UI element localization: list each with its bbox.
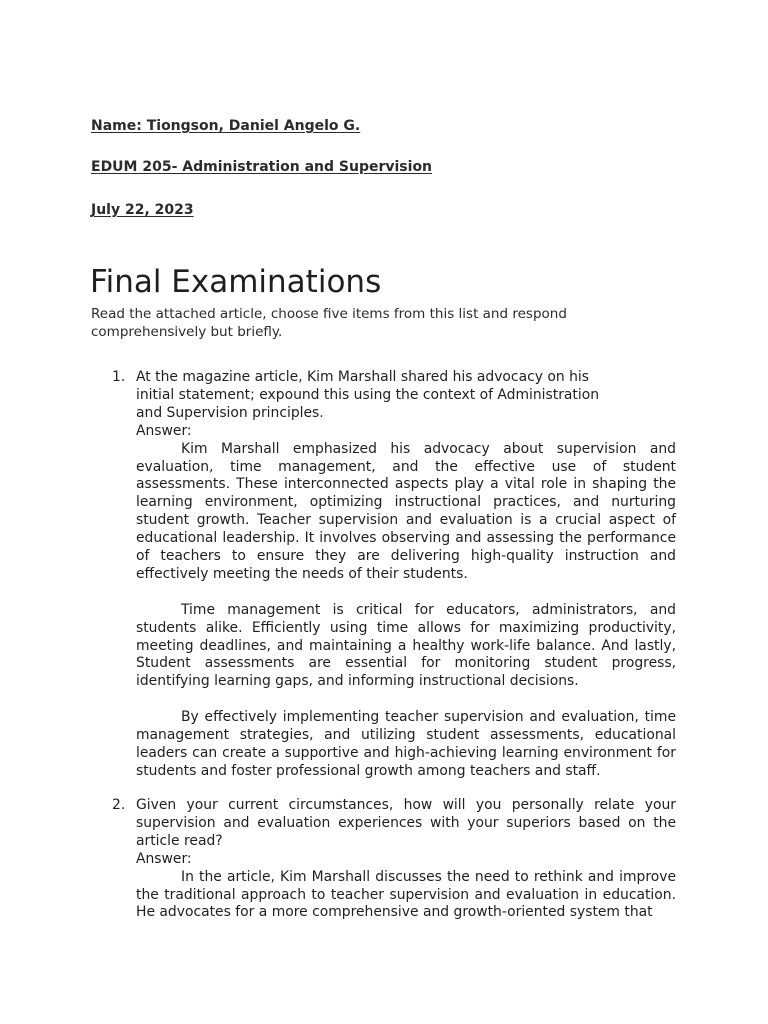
question-item-2 [112,797,676,922]
answer-label: Answer: [136,422,192,439]
question-text: Given your current circumstances, how will you personally relate your supervision and evaluation experiences with your superiors based on the article read? [136,797,676,849]
question-text: At the magazine article, Kim Marshall shared his advocacy on his initial statement; expound this using the context of Administration and Supervision principles. [136,369,600,421]
student-name: Name: Tiongson, Daniel Angelo G. [91,118,361,134]
answer-paragraph: Time management is critical for educators, administrators, and students alike. Efficiently using time allows for maximizing productivity, meeting deadlines, and maintaining a healthy work-life balance. And lastly, Student assessments are essential for monitoring student progress, identifying learning gaps, and informing instructional decisions. [136,601,676,690]
answer-label: Answer: [136,850,192,867]
course-title: EDUM 205- Administration and Supervision [91,159,433,175]
instructions: Read the attached article, choose five items from this list and respond comprehensively but briefly. [91,306,567,340]
answer-paragraph: Kim Marshall emphasized his advocacy about supervision and evaluation, time management, and the effective use of student assessments. These interconnected aspects play a vital role in shaping the learning environment, optimizing instructional practices, and nurturing student growth. Teacher supervision and evaluation is a crucial aspect of educational leadership. It involves observing and assessing the performance of teachers to ensure they are delivering high-quality instruction and effectively meeting the needs of their students. [136,440,676,582]
answer-paragraph: In the article, Kim Marshall discusses the need to rethink and improve the traditional approach to teacher supervision and evaluation in education. He advocates for a more comprehensive and growth-oriented system that [136,868,676,921]
page-title: Final Examinations [90,264,382,300]
question-item-1 [112,369,676,781]
document-date: July 22, 2023 [91,202,194,218]
question-number: 1. [112,369,126,385]
answer-paragraph: By effectively implementing teacher supervision and evaluation, time management strategies, and utilizing student assessments, educational leaders can create a supportive and high-achieving learning environment for students and foster professional growth among teachers and staff. [136,709,676,779]
question-number: 2. [112,797,126,813]
